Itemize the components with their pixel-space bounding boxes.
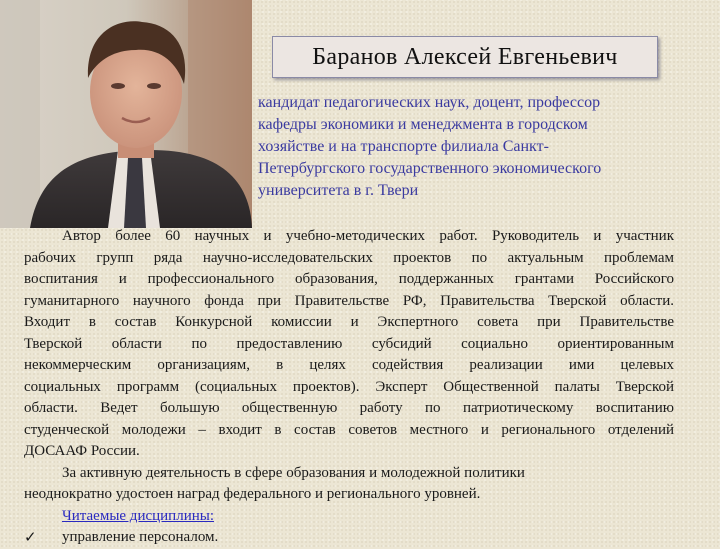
bio-line: кафедры экономики и менеджмента в городском — [258, 116, 588, 133]
paragraph-line: рабочих групп ряда научно-исследовательских проектов по актуальным проблемам — [24, 249, 674, 266]
discipline-label: управление персоналом. — [62, 529, 219, 545]
bio-line: университета в г. Твери — [258, 182, 419, 199]
bio-line: хозяйстве и на транспорте филиала Санкт- — [258, 138, 549, 155]
discipline-item — [24, 527, 674, 549]
paragraph-line: неоднократно удостоен наград федерального и регионального уровней. — [24, 486, 481, 502]
portrait-photo — [0, 0, 252, 228]
main-text — [24, 226, 674, 549]
paragraph-line: Входит в состав Конкурсной комиссии и Экспертного совета при Правительстве — [24, 314, 674, 330]
paragraph-line: Автор более 60 научных и учебно-методических работ. Руководитель и участник — [62, 228, 674, 244]
person-name: Баранов Алексей Евгеньевич — [312, 43, 618, 70]
paragraph-line: гуманитарного научного фонда при Правительстве РФ, Правительства Тверской области. — [24, 292, 674, 309]
bio-block — [258, 92, 688, 202]
paragraph-line: области. Ведет большую общественную работу по патриотическому воспитанию — [24, 400, 674, 416]
paragraph-line: социальных программ (социальных проектов). Эксперт Общественной палаты Тверской — [24, 378, 674, 395]
bio-line: кандидат педагогических наук, доцент, профессор — [258, 94, 601, 111]
paragraph-line: воспитания и профессионального образования, поддержанных грантами Российского — [24, 271, 674, 287]
paragraph-line: Тверской области по предоставлению субсидий социально ориентированным — [24, 335, 674, 352]
bio-line: Петербургского государственного экономического — [258, 160, 602, 177]
paragraph-line: За активную деятельность в сфере образования и молодежной политики — [62, 464, 525, 481]
disciplines-heading-link[interactable]: Читаемые дисциплины: — [62, 507, 214, 524]
paragraph-line: некоммерческим организациям, в целях содействия реализации ими целевых — [24, 357, 674, 373]
paragraph-line: студенческой молодежи – входит в состав советов местного и регионального отделений — [24, 421, 674, 438]
paragraph-line: ДОСААФ России. — [24, 443, 140, 459]
checkmark-icon: ✓ — [24, 528, 37, 546]
name-title-box — [272, 36, 658, 78]
